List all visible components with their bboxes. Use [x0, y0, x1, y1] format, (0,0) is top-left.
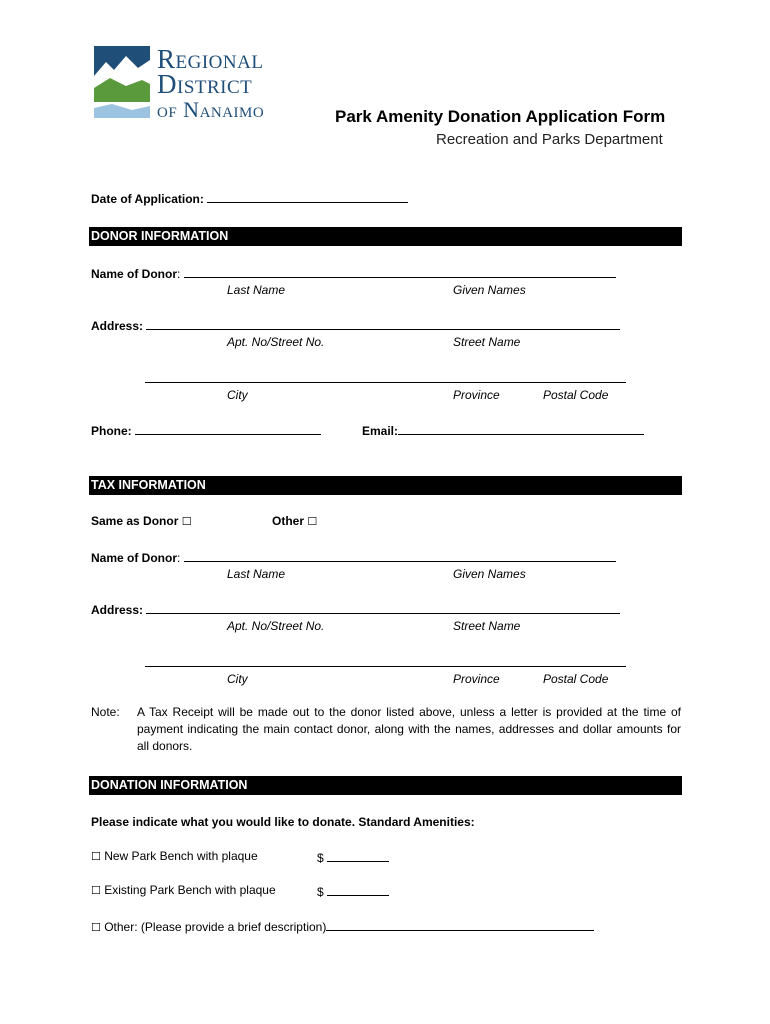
- donation-information-header: DONATION INFORMATION: [89, 776, 682, 795]
- tax-receipt-note: A Tax Receipt will be made out to the donor listed above, unless a letter is provided at the time of payment indicating the main contact donor, along with the names, addresses and dollar amounts for all donors.: [137, 705, 681, 753]
- donor-name-label: Name of Donor: [91, 267, 178, 281]
- donor-email-row: [362, 422, 644, 438]
- donor-province-caption: Province: [453, 388, 500, 402]
- tax-information-header: TAX INFORMATION: [89, 476, 682, 495]
- existing-bench-amount-field[interactable]: [327, 883, 389, 896]
- donor-phone-row: [91, 422, 321, 438]
- date-of-application-label: Date of Application:: [91, 192, 204, 206]
- donor-postal-code-caption: Postal Code: [543, 388, 609, 402]
- page-subtitle: Recreation and Parks Department: [436, 131, 663, 148]
- logo-text-regional: Regional: [157, 44, 264, 74]
- tax-city-caption: City: [227, 672, 248, 686]
- new-bench-dollar-sign: $: [317, 851, 324, 865]
- new-bench-option[interactable]: [91, 849, 258, 863]
- logo-water: [94, 104, 150, 118]
- donor-address-row: [91, 317, 620, 333]
- existing-bench-label: Existing Park Bench with plaque: [104, 883, 276, 897]
- other-tax-checkbox[interactable]: ☐: [307, 515, 318, 528]
- logo-text-of-nanaimo: of Nanaimo: [157, 97, 265, 122]
- new-bench-amount-field[interactable]: [327, 849, 389, 862]
- date-of-application-field[interactable]: [207, 190, 408, 203]
- tax-city-row: [145, 654, 626, 670]
- donor-city-caption: City: [227, 388, 248, 402]
- donor-phone-field[interactable]: [135, 422, 321, 435]
- tax-postal-code-caption: Postal Code: [543, 672, 609, 686]
- existing-bench-amount-row: [317, 883, 389, 899]
- tax-address-row: [91, 601, 620, 617]
- other-tax-option[interactable]: [272, 514, 317, 528]
- other-donation-option[interactable]: [91, 918, 594, 934]
- donor-apt-street-no-caption: Apt. No/Street No.: [227, 335, 325, 349]
- note-label: Note:: [91, 705, 120, 719]
- tax-name-field[interactable]: [184, 549, 616, 562]
- new-bench-checkbox[interactable]: ☐: [91, 850, 101, 863]
- tax-given-names-caption: Given Names: [453, 567, 526, 581]
- tax-address-field[interactable]: [146, 601, 620, 614]
- donor-city-province-postal-field[interactable]: [145, 370, 626, 383]
- tax-apt-street-no-caption: Apt. No/Street No.: [227, 619, 325, 633]
- donor-information-header: DONOR INFORMATION: [89, 227, 682, 246]
- same-as-donor-option[interactable]: [91, 514, 192, 528]
- same-as-donor-label: Same as Donor: [91, 514, 179, 528]
- new-bench-label: New Park Bench with plaque: [104, 849, 258, 863]
- new-bench-amount-row: [317, 849, 389, 865]
- donation-instruction: Please indicate what you would like to donate. Standard Amenities:: [91, 815, 475, 829]
- other-donation-label: Other: (Please provide a brief description): [104, 920, 327, 934]
- donor-name-row: Name of Donor:: [91, 265, 616, 281]
- logo-text-district: District: [157, 69, 253, 99]
- logo-mountain-graphic: [92, 44, 152, 124]
- tax-province-caption: Province: [453, 672, 500, 686]
- donor-phone-label: Phone:: [91, 424, 132, 438]
- page-title: Park Amenity Donation Application Form: [335, 107, 666, 126]
- existing-bench-checkbox[interactable]: ☐: [91, 884, 101, 897]
- tax-city-province-postal-field[interactable]: [145, 654, 626, 667]
- tax-name-label: Name of Donor: [91, 551, 178, 565]
- other-tax-label: Other: [272, 514, 305, 528]
- tax-address-label: Address:: [91, 603, 144, 617]
- existing-bench-dollar-sign: $: [317, 885, 324, 899]
- date-of-application-row: [91, 190, 408, 206]
- donor-address-label: Address:: [91, 319, 144, 333]
- donor-last-name-caption: Last Name: [227, 283, 286, 297]
- tax-street-name-caption: Street Name: [453, 619, 521, 633]
- donor-email-label: Email:: [362, 424, 399, 438]
- same-as-donor-checkbox[interactable]: ☐: [181, 515, 192, 528]
- tax-name-row: Name of Donor:: [91, 549, 616, 565]
- donor-email-field[interactable]: [398, 422, 644, 435]
- donor-address-field[interactable]: [146, 317, 620, 330]
- donor-given-names-caption: Given Names: [453, 283, 526, 297]
- donor-city-row: [145, 370, 626, 386]
- other-donation-description-field[interactable]: [326, 918, 594, 931]
- tax-last-name-caption: Last Name: [227, 567, 286, 581]
- donor-name-field[interactable]: [184, 265, 616, 278]
- existing-bench-option[interactable]: [91, 883, 276, 897]
- donor-street-name-caption: Street Name: [453, 335, 521, 349]
- other-donation-checkbox[interactable]: ☐: [91, 921, 101, 934]
